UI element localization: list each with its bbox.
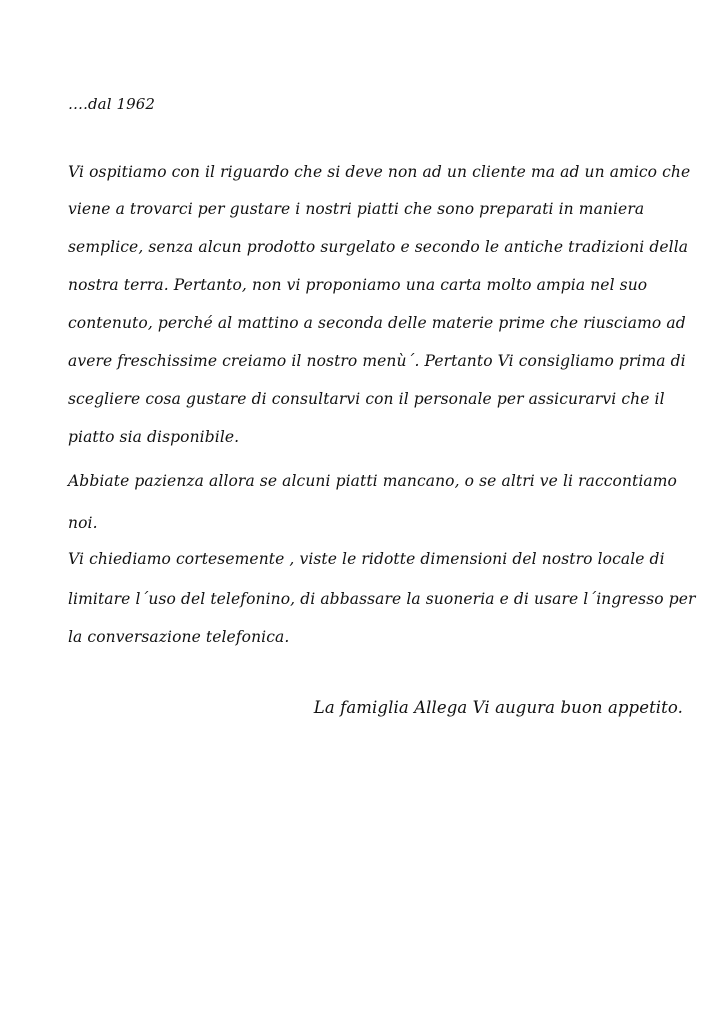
- letter-line: Vi chiediamo cortesemente , viste le ridotte dimensioni del nostro locale di: [68, 550, 665, 568]
- since-1962-heading: ….dal 1962: [68, 95, 156, 113]
- letter-line: viene a trovarci per gustare i nostri piatti che sono preparati in maniera: [68, 200, 645, 218]
- letter-line: Vi ospitiamo con il riguardo che si deve non ad un cliente ma ad un amico che: [68, 163, 691, 181]
- letter-line: avere freschissime creiamo il nostro menù´. Pertanto Vi consigliamo prima di: [68, 352, 686, 370]
- letter-line: limitare l´uso del telefonino, di abbassare la suoneria e di usare l´ingresso per: [68, 590, 696, 608]
- letter-line: contenuto, perché al mattino a seconda delle materie prime che riusciamo ad: [68, 314, 686, 332]
- signature-line: La famiglia Allega Vi augura buon appetito.: [313, 698, 683, 717]
- letter-line: nostra terra. Pertanto, non vi proponiamo una carta molto ampia nel suo: [68, 276, 648, 294]
- letter-line: la conversazione telefonica.: [68, 628, 290, 646]
- letter-line: scegliere cosa gustare di consultarvi con il personale per assicurarvi che il: [68, 390, 665, 408]
- letter-line: semplice, senza alcun prodotto surgelato e secondo le antiche tradizioni della: [68, 238, 689, 256]
- letter-line: piatto sia disponibile.: [68, 428, 240, 446]
- letter-line: Abbiate pazienza allora se alcuni piatti mancano, o se altri ve li raccontiamo: [68, 472, 677, 490]
- letter-line: noi.: [68, 514, 98, 532]
